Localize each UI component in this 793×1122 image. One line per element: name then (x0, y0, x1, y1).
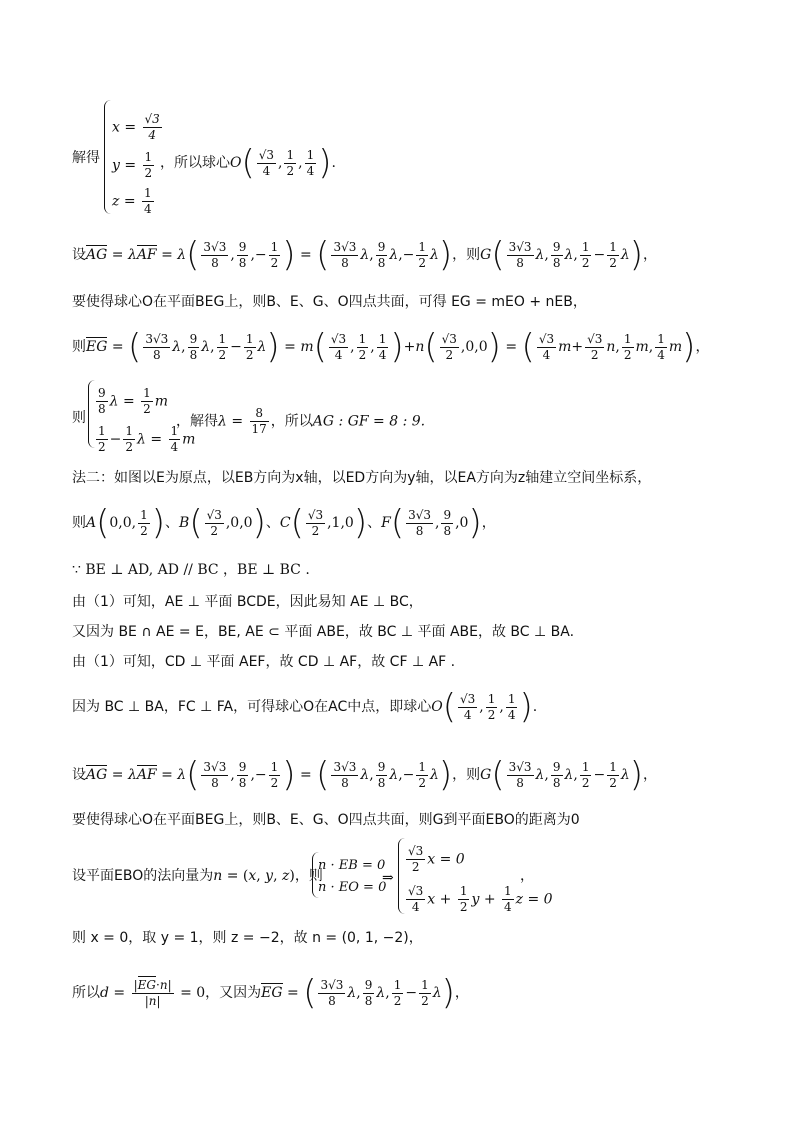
center-line-12: 因为 BC ⊥ BA，FC ⊥ FA，可得球心O在AC中点，即球心O( $\frac{√3}{4}$ , $\frac{1}{2}$ , $\frac{1}{4}$ ). (72, 687, 538, 727)
normal-vector-line: 设平面EBO的法向量为n = (x, y, z)，则 (72, 868, 323, 884)
eq-y: y = $\frac{1}{2}$ (112, 150, 153, 180)
sys-n-eb: n · EB = 0 (318, 858, 386, 873)
lambda-result: ，解得λ = $\frac{8}{17}$ ，所以AG : GF = 8 : 9. (176, 406, 426, 436)
perp-line-11: 由（1）可知，CD ⊥ 平面 AEF，故 CD ⊥ AF，故 CF ⊥ AF . (72, 654, 456, 670)
points-line: 则A(0,0, $\frac{1}{2}$ )、B( $\frac{√3}{2}$ ,0,0)、C( $\frac{√3}{2}$ ,1,0)、F( $\frac{3√3}{8}$ , $\frac{9}{8}$ ,0)， (72, 503, 496, 543)
sys-eq-1: $\frac{9}{8}$ λ = $\frac{1}{2}$ m (98, 386, 169, 416)
sys-n-eo: n · EO = 0 (318, 880, 387, 895)
sys-eq-2: $\frac{1}{2}$ − $\frac{1}{2}$ λ = $\frac{1}{4}$ m (98, 424, 196, 454)
method-two-line: 法二：如图以E为原点，以EB方向为x轴，以ED方向为y轴，以EA方向为z轴建立空间坐标系， (72, 470, 652, 486)
sphere-center-1: ，所以球心O( $\frac{√3}{4}$ , $\frac{1}{2}$ , $\frac{1}{4}$ ). (160, 143, 336, 183)
perp-line-8: ∵ BE ⊥ AD, AD // BC ，BE ⊥ BC . (72, 562, 310, 578)
comma-15: ， (520, 868, 534, 884)
perp-line-10: 又因为 BE ∩ AE = E，BE, AE ⊂ 平面 ABE，故 BC ⊥ 平面 ABE，故 BC ⊥ BA. (72, 624, 575, 640)
eg-eq-1: 则EG = ( $\frac{3√3}{8}$ λ, $\frac{9}{8}$ λ, $\frac{1}{2}$ − $\frac{1}{2}$ λ) = m( $\frac{√3}{4}$ , $\frac{1}{2}$ , $\frac{1}{4}$ )+n( $\frac{√3}{2}$ ,0,0) = ( $\frac{√3}{4}$ m+ $\frac{√3}{2}$ n, $\frac{1}{2}$ m, $\frac{1}{4}$ m)， (72, 327, 710, 367)
perp-line-9: 由（1）可知，AE ⊥ 平面 BCDE，因此易知 AE ⊥ BC， (72, 594, 423, 610)
coplanar-line-1: 要使得球心O在平面BEG上，则B、E、G、O四点共面，可得 EG = mEO + nEB， (72, 294, 587, 310)
coplanar-line-2: 要使得球心O在平面BEG上，则B、E、G、O四点共面，则G到平面EBO的距离为0 (72, 812, 580, 828)
distance-line: 所以d = $\frac{|EG\cdot n|}{|n|}$ = 0，又因为EG = ( $\frac{3√3}{8}$ λ, $\frac{9}{8}$ λ, $\frac{1}{2}$ − $\frac{1}{2}$ λ)， (72, 973, 469, 1013)
eq-x: x = $\frac{√3}{4}$ (112, 112, 160, 142)
sys-t2: $\frac{√3}{4}$ x + $\frac{1}{2}$ y + $\frac{1}{4}$ z = 0 (408, 884, 553, 914)
ag-eq-2: 设AG = λAF = λ( $\frac{3√3}{8}$ , $\frac{9}{8}$ ,− $\frac{1}{2}$ ) = ( $\frac{3√3}{8}$ λ, $\frac{9}{8}$ λ,− $\frac{1}{2}$ λ)，则G( $\frac{3√3}{8}$ λ, $\frac{9}{8}$ λ, $\frac{1}{2}$ − $\frac{1}{2}$ λ)， (72, 755, 657, 795)
sys-t1: $\frac{√3}{2}$ x = 0 (408, 844, 465, 874)
solve-normal-line: 则 x = 0，取 y = 1，则 z = −2，故 n = (0, 1, −2)， (72, 930, 423, 946)
solve-label-1: 解得 (72, 150, 100, 166)
brace-1 (104, 100, 111, 214)
eq-z: z = $\frac{1}{4}$ (112, 186, 152, 216)
implies-arrow: ⇒ (382, 870, 394, 886)
then-label-5: 则 (72, 410, 86, 426)
ag-eq-1: 设AG = λAF = λ( $\frac{3√3}{8}$ , $\frac{9}{8}$ ,− $\frac{1}{2}$ ) = ( $\frac{3√3}{8}$ λ, $\frac{9}{8}$ λ,− $\frac{1}{2}$ λ)，则G( $\frac{3√3}{8}$ λ, $\frac{9}{8}$ λ, $\frac{1}{2}$ − $\frac{1}{2}$ λ)， (72, 235, 657, 275)
